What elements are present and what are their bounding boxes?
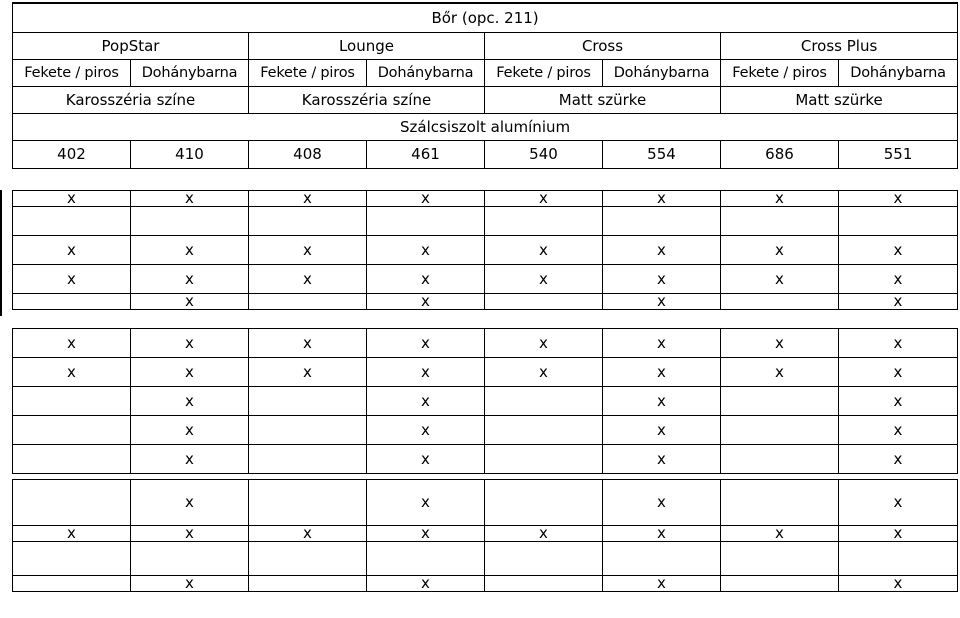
section-table-3 [12, 479, 958, 592]
availability-cell: x [13, 265, 131, 294]
availability-cell: x [367, 358, 485, 387]
availability-cell: x [603, 576, 721, 592]
availability-cell: x [721, 236, 839, 265]
variant-cell: Fekete / piros [13, 60, 131, 87]
availability-cell [249, 387, 367, 416]
model-cross-plus: Cross Plus [721, 33, 958, 60]
availability-cell: x [839, 445, 958, 474]
availability-cell: x [603, 445, 721, 474]
availability-cell: x [249, 191, 367, 207]
table-row [13, 542, 958, 576]
availability-cell: x [131, 329, 249, 358]
availability-cell: x [839, 526, 958, 542]
color-cell: Matt szürke [485, 87, 721, 114]
availability-cell [131, 542, 249, 576]
availability-cell: x [603, 480, 721, 526]
code-cell: 551 [839, 141, 958, 169]
availability-cell [13, 576, 131, 592]
availability-cell: x [367, 576, 485, 592]
availability-cell: x [839, 387, 958, 416]
availability-cell: x [249, 526, 367, 542]
availability-cell: x [485, 265, 603, 294]
availability-cell [367, 207, 485, 236]
availability-cell: x [485, 358, 603, 387]
availability-cell: x [367, 480, 485, 526]
availability-cell: x [485, 329, 603, 358]
table-row [13, 294, 958, 310]
section-table-2 [12, 328, 958, 474]
availability-cell: x [367, 445, 485, 474]
table-row [13, 526, 958, 542]
availability-cell: x [131, 526, 249, 542]
body-color-row [13, 87, 958, 114]
availability-cell: x [131, 576, 249, 592]
availability-cell: x [603, 236, 721, 265]
availability-cell [131, 207, 249, 236]
availability-cell [13, 387, 131, 416]
material-row [13, 114, 958, 141]
model-lounge: Lounge [249, 33, 485, 60]
availability-cell: x [839, 480, 958, 526]
availability-cell: x [603, 191, 721, 207]
availability-cell [721, 416, 839, 445]
availability-cell [485, 387, 603, 416]
availability-cell: x [485, 191, 603, 207]
availability-cell: x [131, 387, 249, 416]
availability-cell: x [249, 329, 367, 358]
availability-cell [13, 480, 131, 526]
material-cell: Szálcsiszolt alumínium [13, 114, 958, 141]
availability-cell [603, 207, 721, 236]
availability-cell: x [249, 236, 367, 265]
availability-cell: x [603, 387, 721, 416]
availability-cell: x [131, 480, 249, 526]
availability-cell: x [367, 526, 485, 542]
availability-cell: x [603, 358, 721, 387]
availability-cell [485, 576, 603, 592]
availability-cell [13, 542, 131, 576]
left-border-bar [0, 190, 2, 316]
availability-cell [603, 542, 721, 576]
availability-cell: x [603, 265, 721, 294]
availability-cell [13, 207, 131, 236]
availability-cell [13, 445, 131, 474]
availability-cell: x [367, 416, 485, 445]
availability-cell: x [131, 358, 249, 387]
availability-cell: x [839, 191, 958, 207]
variant-cell: Dohánybarna [839, 60, 958, 87]
availability-cell: x [131, 416, 249, 445]
model-popstar: PopStar [13, 33, 249, 60]
availability-cell [721, 576, 839, 592]
availability-cell: x [485, 526, 603, 542]
availability-cell [367, 542, 485, 576]
availability-cell [721, 445, 839, 474]
availability-cell: x [367, 329, 485, 358]
table-row [13, 576, 958, 592]
availability-cell [13, 294, 131, 310]
variant-cell: Fekete / piros [249, 60, 367, 87]
availability-cell: x [721, 526, 839, 542]
availability-cell: x [603, 294, 721, 310]
variant-cell: Dohánybarna [367, 60, 485, 87]
availability-cell: x [131, 191, 249, 207]
availability-cell: x [603, 526, 721, 542]
availability-cell [485, 294, 603, 310]
leather-title: Bőr (opc. 211) [13, 3, 958, 33]
availability-cell: x [367, 294, 485, 310]
availability-cell [249, 480, 367, 526]
availability-cell: x [13, 358, 131, 387]
availability-cell [249, 445, 367, 474]
availability-cell [249, 576, 367, 592]
availability-cell: x [721, 329, 839, 358]
availability-cell [249, 416, 367, 445]
code-cell: 686 [721, 141, 839, 169]
table-row [13, 358, 958, 387]
availability-cell: x [131, 236, 249, 265]
availability-cell: x [721, 358, 839, 387]
availability-cell: x [131, 294, 249, 310]
variant-cell: Dohánybarna [131, 60, 249, 87]
availability-cell [485, 542, 603, 576]
availability-cell [485, 480, 603, 526]
availability-cell [485, 416, 603, 445]
availability-cell: x [485, 236, 603, 265]
code-cell: 554 [603, 141, 721, 169]
table-row [13, 416, 958, 445]
availability-cell: x [13, 236, 131, 265]
availability-cell: x [839, 576, 958, 592]
availability-cell: x [367, 265, 485, 294]
table-row [13, 265, 958, 294]
code-cell: 408 [249, 141, 367, 169]
availability-cell: x [839, 329, 958, 358]
availability-cell: x [839, 236, 958, 265]
availability-cell: x [603, 416, 721, 445]
variant-cell: Fekete / piros [485, 60, 603, 87]
availability-cell: x [13, 329, 131, 358]
availability-cell [721, 542, 839, 576]
availability-cell: x [131, 445, 249, 474]
availability-cell: x [603, 329, 721, 358]
availability-cell: x [13, 191, 131, 207]
availability-cell [839, 542, 958, 576]
availability-cell: x [249, 358, 367, 387]
color-cell: Karosszéria színe [249, 87, 485, 114]
availability-cell: x [367, 387, 485, 416]
color-cell: Karosszéria színe [13, 87, 249, 114]
availability-cell [485, 207, 603, 236]
section-table-1 [12, 190, 958, 310]
variant-cell: Fekete / piros [721, 60, 839, 87]
availability-cell: x [839, 416, 958, 445]
table-row [13, 329, 958, 358]
table-row [13, 191, 958, 207]
model-cross: Cross [485, 33, 721, 60]
availability-cell: x [721, 191, 839, 207]
availability-cell: x [839, 265, 958, 294]
availability-cell: x [367, 191, 485, 207]
availability-cell: x [839, 294, 958, 310]
code-cell: 402 [13, 141, 131, 169]
code-row [13, 141, 958, 169]
variant-cell: Dohánybarna [603, 60, 721, 87]
availability-cell [721, 207, 839, 236]
availability-cell [721, 294, 839, 310]
availability-cell [485, 445, 603, 474]
availability-cell: x [13, 526, 131, 542]
availability-cell [249, 294, 367, 310]
table-row [13, 387, 958, 416]
color-cell: Matt szürke [721, 87, 958, 114]
availability-cell: x [249, 265, 367, 294]
code-cell: 410 [131, 141, 249, 169]
table-row [13, 207, 958, 236]
code-cell: 540 [485, 141, 603, 169]
variant-row [13, 60, 958, 87]
availability-cell: x [367, 236, 485, 265]
availability-cell [13, 416, 131, 445]
availability-cell [249, 207, 367, 236]
table-row [13, 236, 958, 265]
title-row [13, 3, 958, 33]
table-row [13, 480, 958, 526]
availability-cell [721, 480, 839, 526]
availability-cell: x [839, 358, 958, 387]
availability-cell: x [721, 265, 839, 294]
code-cell: 461 [367, 141, 485, 169]
availability-cell: x [131, 265, 249, 294]
availability-cell [721, 387, 839, 416]
table-row [13, 445, 958, 474]
availability-cell [839, 207, 958, 236]
header-table [12, 2, 958, 169]
availability-cell [249, 542, 367, 576]
model-row [13, 33, 958, 60]
